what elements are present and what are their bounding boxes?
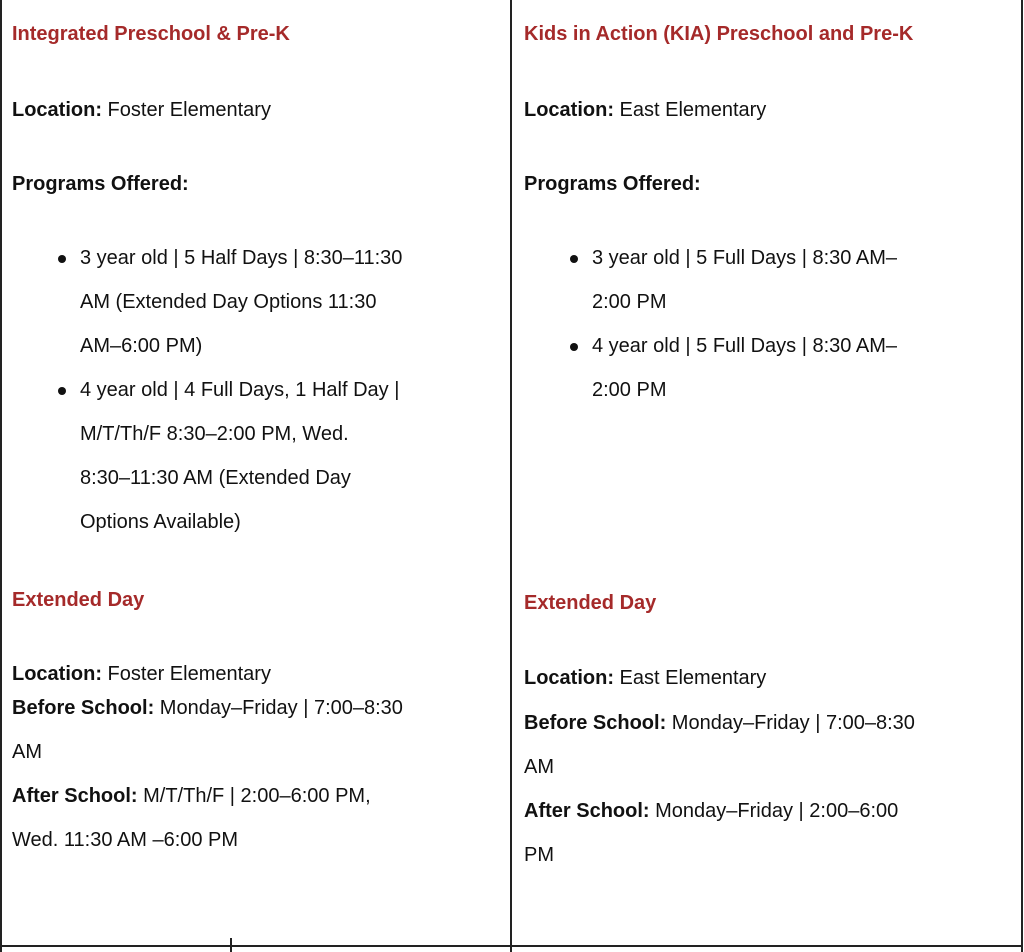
- right-bullet-line: 2:00 PM: [592, 379, 667, 401]
- bullet-icon: [58, 255, 66, 263]
- table-border-right: [1021, 0, 1023, 952]
- left-before-label: Before School:: [12, 697, 155, 719]
- left-bullet-line: M/T/Th/F 8:30–2:00 PM, Wed.: [80, 423, 349, 445]
- left-before-school: [12, 686, 403, 774]
- bullet-icon: [58, 387, 66, 395]
- left-ext-location-label: Location:: [12, 663, 102, 685]
- bullet-icon: [570, 255, 578, 263]
- left-extended-day-title: Extended Day: [12, 589, 145, 611]
- bullet-icon: [570, 343, 578, 351]
- right-bullet-item: [592, 324, 897, 412]
- right-before-value-cont: AM: [524, 756, 554, 778]
- left-after-label: After School:: [12, 785, 138, 807]
- left-bullet-line: 3 year old | 5 Half Days | 8:30–11:30: [80, 247, 403, 269]
- right-ext-location-value: East Elementary: [614, 667, 767, 689]
- left-after-value-cont: Wed. 11:30 AM –6:00 PM: [12, 829, 239, 851]
- left-after-value: M/T/Th/F | 2:00–6:00 PM,: [137, 785, 371, 807]
- left-bullet-item: [80, 236, 402, 368]
- right-location: [524, 100, 766, 120]
- left-after-school: [12, 774, 371, 862]
- right-bullet-line: 2:00 PM: [592, 291, 667, 313]
- left-programs-label: [12, 174, 189, 194]
- right-before-value: Monday–Friday | 7:00–8:30: [666, 712, 915, 734]
- right-program-title: Kids in Action (KIA) Preschool and Pre-K: [524, 23, 914, 45]
- table-border-left: [0, 0, 2, 952]
- left-ext-location-value: Foster Elementary: [102, 663, 271, 685]
- left-bullet-line: AM–6:00 PM): [80, 335, 203, 357]
- left-ext-location: [12, 664, 271, 684]
- right-before-school: [524, 701, 915, 789]
- right-after-value: Monday–Friday | 2:00–6:00: [649, 800, 899, 822]
- left-before-value: Monday–Friday | 7:00–8:30: [154, 697, 403, 719]
- right-extended-day-title: Extended Day: [524, 592, 657, 614]
- right-column: [524, 0, 1016, 940]
- left-bullet-line: 4 year old | 4 Full Days, 1 Half Day |: [80, 379, 400, 401]
- table-border-bottom: [0, 945, 1023, 947]
- left-before-value-cont: AM: [12, 741, 42, 763]
- right-bullet-item: [592, 236, 897, 324]
- left-bullet-line: 8:30–11:30 AM (Extended Day: [80, 467, 351, 489]
- left-bullet-line: AM (Extended Day Options 11:30: [80, 291, 377, 313]
- right-bullet-line: 4 year old | 5 Full Days | 8:30 AM–: [592, 335, 897, 357]
- right-after-label: After School:: [524, 800, 650, 822]
- right-ext-location-label: Location:: [524, 667, 614, 689]
- left-bullet-item: [80, 368, 399, 544]
- left-programs-label-text: Programs Offered:: [12, 173, 189, 195]
- left-program-title: Integrated Preschool & Pre-K: [12, 23, 290, 45]
- right-before-label: Before School:: [524, 712, 667, 734]
- table-column-divider: [510, 0, 512, 952]
- left-bullet-line: Options Available): [80, 511, 241, 533]
- right-programs-label-text: Programs Offered:: [524, 173, 701, 195]
- table-lower-divider: [230, 938, 232, 952]
- right-ext-location: [524, 668, 766, 688]
- right-programs-label: [524, 174, 701, 194]
- right-location-label: Location:: [524, 99, 614, 121]
- left-location-label: Location:: [12, 99, 102, 121]
- right-bullet-line: 3 year old | 5 Full Days | 8:30 AM–: [592, 247, 897, 269]
- left-location-value: Foster Elementary: [102, 99, 271, 121]
- left-column: [12, 0, 504, 940]
- left-location: [12, 100, 271, 120]
- right-after-school: [524, 789, 898, 877]
- right-location-value: East Elementary: [614, 99, 767, 121]
- right-after-value-cont: PM: [524, 844, 554, 866]
